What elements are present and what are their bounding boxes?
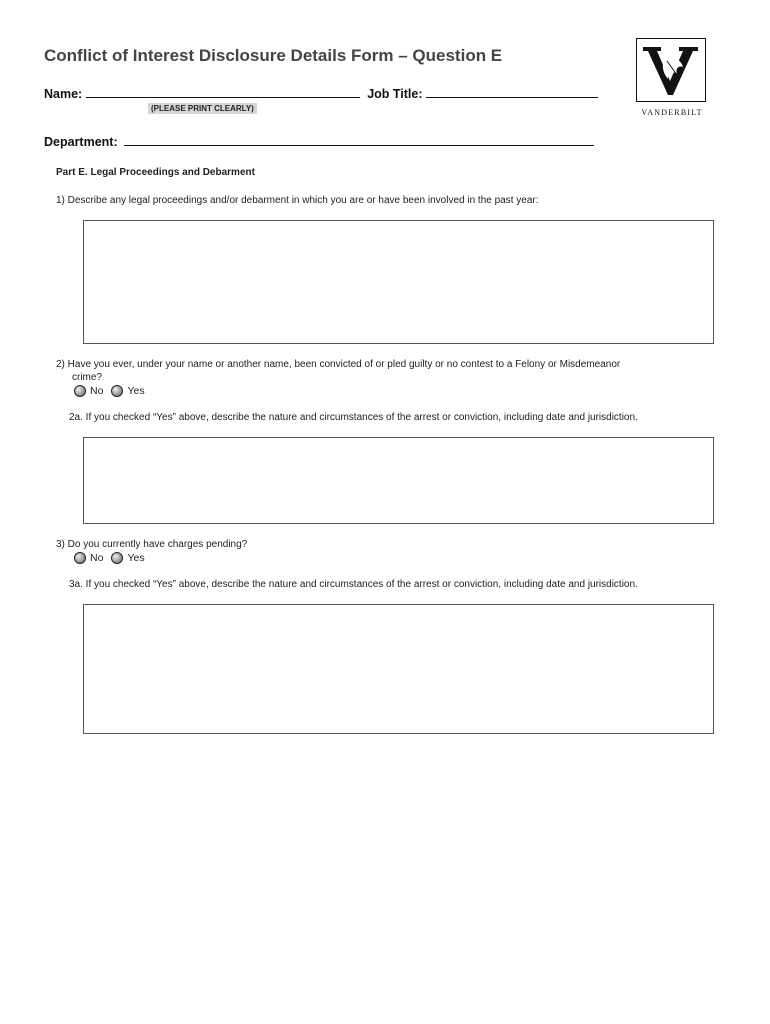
question-2-no-label: No — [90, 385, 104, 397]
print-clearly-note: (PLEASE PRINT CLEARLY) — [148, 103, 257, 114]
question-3-options — [74, 552, 149, 564]
question-3-no-label: No — [90, 552, 104, 564]
question-2-no-radio[interactable] — [74, 385, 86, 397]
question-2-line-2: crime? — [72, 372, 103, 383]
question-2-line-1: 2) Have you ever, under your name or another name, been convicted of or pled guilty or no contest to a Felony or Misdemeanor — [56, 359, 621, 370]
question-2-options — [74, 385, 149, 397]
vanderbilt-wordmark: VANDERBILT — [641, 108, 703, 117]
form-title: Conflict of Interest Disclosure Details Form – Question E — [44, 46, 503, 65]
question-3a-answer-box[interactable] — [83, 604, 714, 734]
question-1-answer-box[interactable] — [83, 220, 714, 344]
question-2a-answer-box[interactable] — [83, 437, 714, 524]
question-3-no-radio[interactable] — [74, 552, 86, 564]
job-title-field[interactable] — [426, 86, 598, 98]
question-2-yes-label: Yes — [127, 385, 145, 397]
name-label: Name: — [44, 87, 83, 101]
oak-leaf-v-icon — [637, 39, 704, 100]
name-field[interactable] — [86, 86, 360, 98]
vanderbilt-logo — [636, 38, 706, 102]
job-title-label: Job Title: — [367, 87, 423, 101]
question-2-yes-radio[interactable] — [111, 385, 123, 397]
question-3a: 3a. If you checked “Yes” above, describe the nature and circumstances of the arrest or conviction, including date and jurisdiction. — [69, 579, 638, 590]
question-3: 3) Do you currently have charges pending? — [56, 539, 248, 550]
name-row — [44, 86, 598, 101]
question-1: 1) Describe any legal proceedings and/or debarment in which you are or have been involved in the past year: — [56, 195, 539, 206]
part-heading: Part E. Legal Proceedings and Debarment — [56, 167, 255, 178]
question-2a: 2a. If you checked “Yes” above, describe the nature and circumstances of the arrest or conviction, including date and jurisdiction. — [69, 412, 638, 423]
department-label: Department: — [44, 135, 118, 149]
department-field[interactable] — [124, 134, 594, 146]
question-3-yes-radio[interactable] — [111, 552, 123, 564]
question-3-yes-label: Yes — [127, 552, 145, 564]
department-row — [44, 134, 594, 149]
